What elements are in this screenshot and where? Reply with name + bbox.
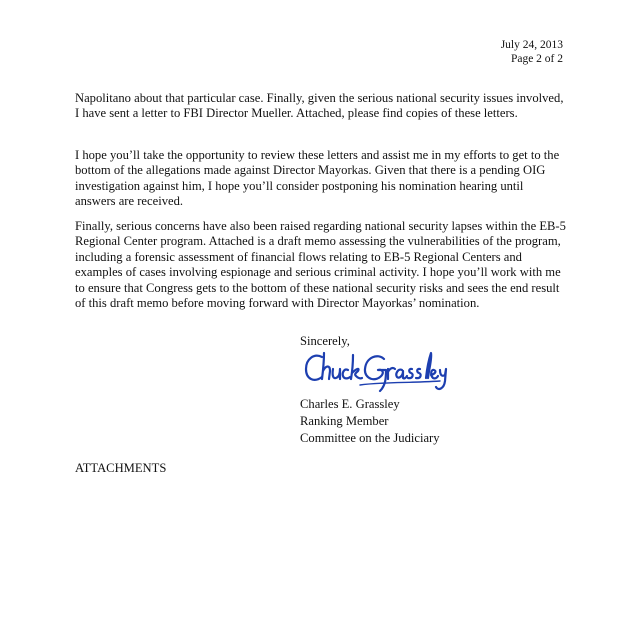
closing-salutation: Sincerely, <box>300 334 350 348</box>
attachments-label: ATTACHMENTS <box>75 461 167 475</box>
signature-block <box>300 396 440 447</box>
body-paragraph-3: Finally, serious concerns have also been raised regarding national security lapses within the EB-5 Regional Center program. Attached is a draft memo assessing the vulnerabilities of the program, including a forensic assessment of financial flows relating to EB-5 Regional Centers and examples of cases involving espionage and serious criminal activity. I hope you’ll work with me to ensure that Congress gets to the bottom of these national security risks and sees the end result of this draft memo before moving forward with Director Mayorkas’ nomination. <box>75 219 566 311</box>
page-number: Page 2 of 2 <box>510 53 563 65</box>
handwritten-signature <box>300 345 450 395</box>
letter-date: July 24, 2013 <box>500 39 563 51</box>
signer-committee: Committee on the Judiciary <box>300 431 440 445</box>
signer-title: Ranking Member <box>300 414 389 428</box>
body-paragraph-1: Napolitano about that particular case. Finally, given the serious national security issues involved, I have sent a letter to FBI Director Mueller. Attached, please find copies of these letters. <box>75 91 564 121</box>
page-header <box>501 38 563 66</box>
body-paragraph-2: I hope you’ll take the opportunity to review these letters and assist me in my efforts to get to the bottom of the allegations made against Director Mayorkas. Given that there is a pending OIG investigation against him, I hope you’ll consider postponing his nomination hearing until answers are received. <box>75 148 560 209</box>
signer-name: Charles E. Grassley <box>300 397 400 411</box>
